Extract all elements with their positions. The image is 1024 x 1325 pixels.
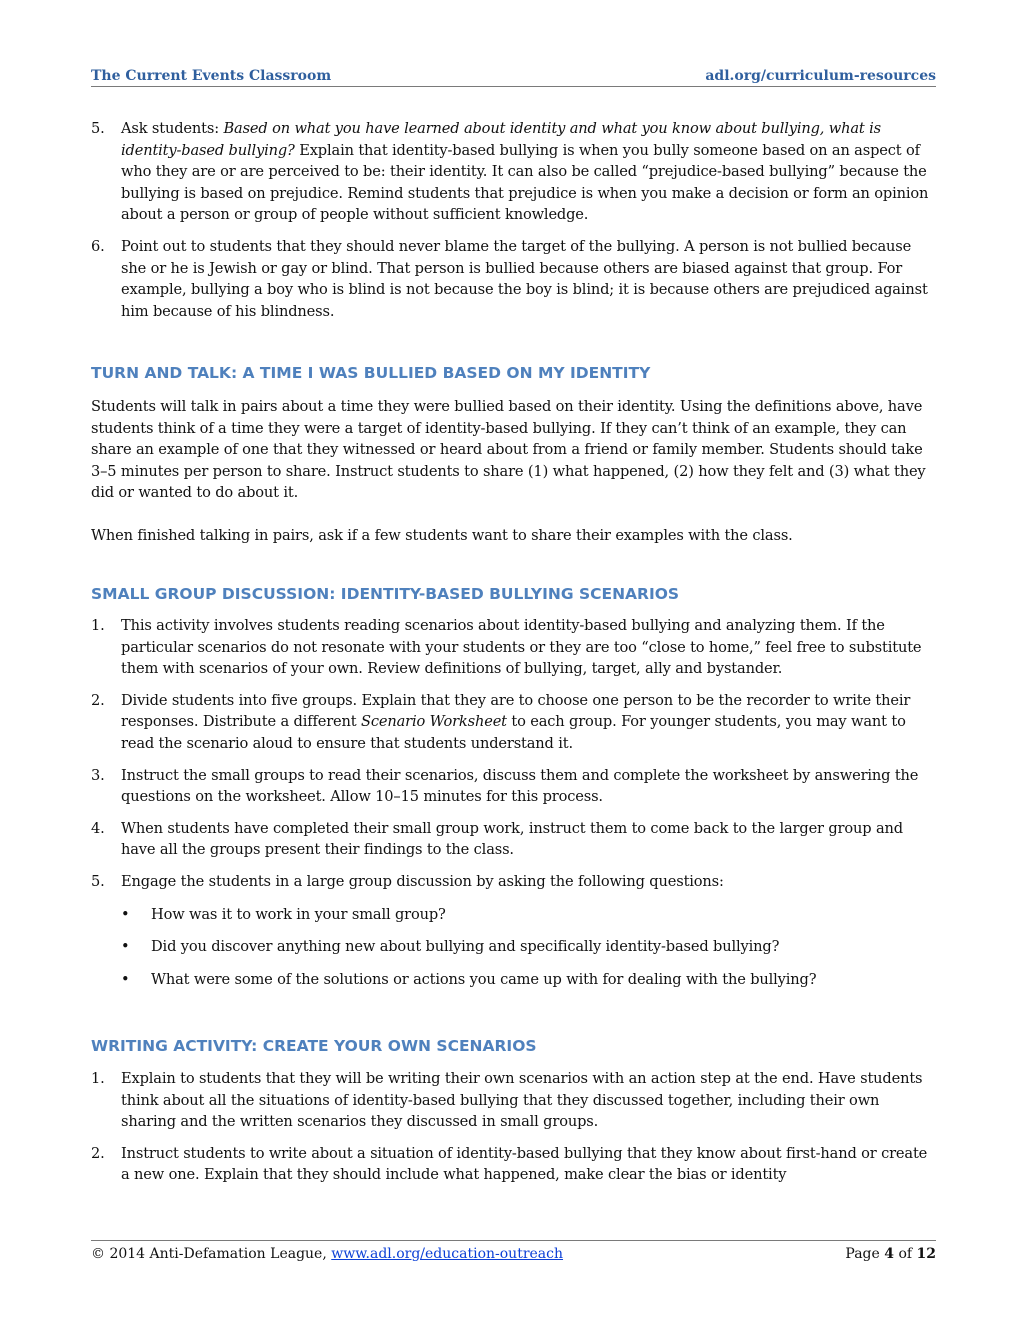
step-text-lead: Divide students into five groups. Explain that they are to choose one person to be the recorder to write their responses. Distribute a different xyxy=(121,691,911,731)
list-item xyxy=(91,818,936,861)
list-number: 3. xyxy=(91,766,105,784)
small-group-steps-list xyxy=(91,615,936,893)
header-url: adl.org/curriculum-resources xyxy=(705,68,936,84)
list-number: 5. xyxy=(91,120,105,137)
list-item xyxy=(91,871,936,893)
copyright-text: © 2014 Anti-Defamation League, xyxy=(91,1246,332,1262)
page-current: 4 xyxy=(884,1246,894,1262)
step-text-rest: Explain that identity-based bullying is when you bully someone based on an aspect of who they are or are perceived to be: their identity. It can also be called “prejudice-based bullying” because the bullying is based on prejudice. Remind students that prejudice is when you make a decision or form an opinion about a person or group of people without sufficient knowledge. xyxy=(121,141,929,224)
bullet-icon: • xyxy=(121,905,130,923)
bullet-item xyxy=(91,936,936,958)
list-item xyxy=(91,615,936,680)
section-heading-turn-and-talk: TURN AND TALK: A TIME I WAS BULLIED BASED ON MY IDENTITY xyxy=(91,364,651,383)
list-item xyxy=(91,1143,936,1186)
bullet-icon: • xyxy=(121,938,130,956)
bullet-item xyxy=(91,904,936,926)
list-item xyxy=(91,765,936,808)
page-header xyxy=(91,60,936,87)
list-number: 6. xyxy=(91,237,105,255)
list-number: 4. xyxy=(91,819,105,837)
page-of: of xyxy=(894,1246,917,1262)
step-text: Engage the students in a large group discussion by asking the following questions: xyxy=(121,873,724,891)
step-text: When students have completed their small group work, instruct them to come back to the larger group and have all the groups present their findings to the class. xyxy=(121,819,903,859)
section-heading-small-group: SMALL GROUP DISCUSSION: IDENTITY-BASED BULLYING SCENARIOS xyxy=(91,584,680,603)
step-text: Instruct the small groups to read their scenarios, discuss them and complete the worksheet by answering the questions on the worksheet. Allow 10–15 minutes for this process. xyxy=(121,766,919,806)
section-heading-writing-activity: WRITING ACTIVITY: CREATE YOUR OWN SCENARIOS xyxy=(91,1037,537,1056)
step-text-italic: Based on what you have learned about identity and what you know about bullying, what is identity-based bullying? xyxy=(121,120,881,159)
bullet-icon: • xyxy=(121,970,130,988)
list-item xyxy=(91,236,936,322)
list-number: 2. xyxy=(91,1144,105,1162)
intro-steps-list xyxy=(91,118,936,322)
footer-copyright xyxy=(91,1246,563,1262)
step-text-lead: Ask students: xyxy=(121,120,224,137)
page-prefix: Page xyxy=(845,1246,885,1262)
bullet-text: Did you discover anything new about bullying and specifically identity-based bullying? xyxy=(151,938,780,956)
document-body xyxy=(91,118,936,1196)
step-text: Point out to students that they should never blame the target of the bullying. A person is not bullied because she or he is Jewish or gay or blind. That person is bullied because others are biased against that group. For example, bullying a boy who is blind is not because the boy is blind; it is because others are prejudiced against him because of his blindness. xyxy=(121,237,928,320)
page-footer xyxy=(91,1240,936,1262)
discussion-questions-list xyxy=(91,904,936,991)
list-number: 1. xyxy=(91,1070,105,1087)
list-item xyxy=(91,690,936,755)
list-item xyxy=(91,118,936,226)
step-text: Instruct students to write about a situation of identity-based bullying that they know about first-hand or create a new one. Explain that they should include what happened, make clear the bias or identity xyxy=(121,1144,928,1184)
list-number: 5. xyxy=(91,873,105,891)
paragraph: Students will talk in pairs about a time they were bullied based on their identity. Using the definitions above, have students think of a time they were a target of identity-based bullying. If they can’t think of an example, they can share an example of one that they witnessed or heard about from a friend or family member. Students should take 3–5 minutes per person to share. Instruct students to share (1) what happened, (2) how they felt and (3) what they did or wanted to do about it. xyxy=(91,397,926,502)
step-text: Explain to students that they will be writing their own scenarios with an action step at the end. Have students think about all the situations of identity-based bullying that they discussed together, including their own sharing and the written scenarios they discussed in small groups. xyxy=(121,1070,923,1131)
list-number: 2. xyxy=(91,691,105,709)
bullet-text: How was it to work in your small group? xyxy=(151,905,446,923)
bullet-text: What were some of the solutions or actions you came up with for dealing with the bullying? xyxy=(151,970,817,988)
header-title: The Current Events Classroom xyxy=(91,68,332,84)
education-outreach-link[interactable]: www.adl.org/education-outreach xyxy=(331,1246,564,1262)
writing-steps-list xyxy=(91,1068,936,1186)
page-number xyxy=(845,1246,936,1262)
bullet-item xyxy=(91,969,936,991)
step-text: This activity involves students reading scenarios about identity-based bullying and analyzing them. If the particular scenarios do not resonate with your students or they are too “close to home,” feel free to substitute them with scenarios of your own. Review definitions of bullying, target, ally and bystander. xyxy=(121,617,922,678)
step-text-italic: Scenario Worksheet xyxy=(360,713,507,731)
list-item xyxy=(91,1068,936,1133)
paragraph: When finished talking in pairs, ask if a few students want to share their examples with the class. xyxy=(91,526,793,544)
step-text-rest: to each group. For younger students, you may want to read the scenario aloud to ensure that students understand it. xyxy=(121,713,906,753)
page-total: 12 xyxy=(916,1246,936,1262)
list-number: 1. xyxy=(91,617,105,635)
